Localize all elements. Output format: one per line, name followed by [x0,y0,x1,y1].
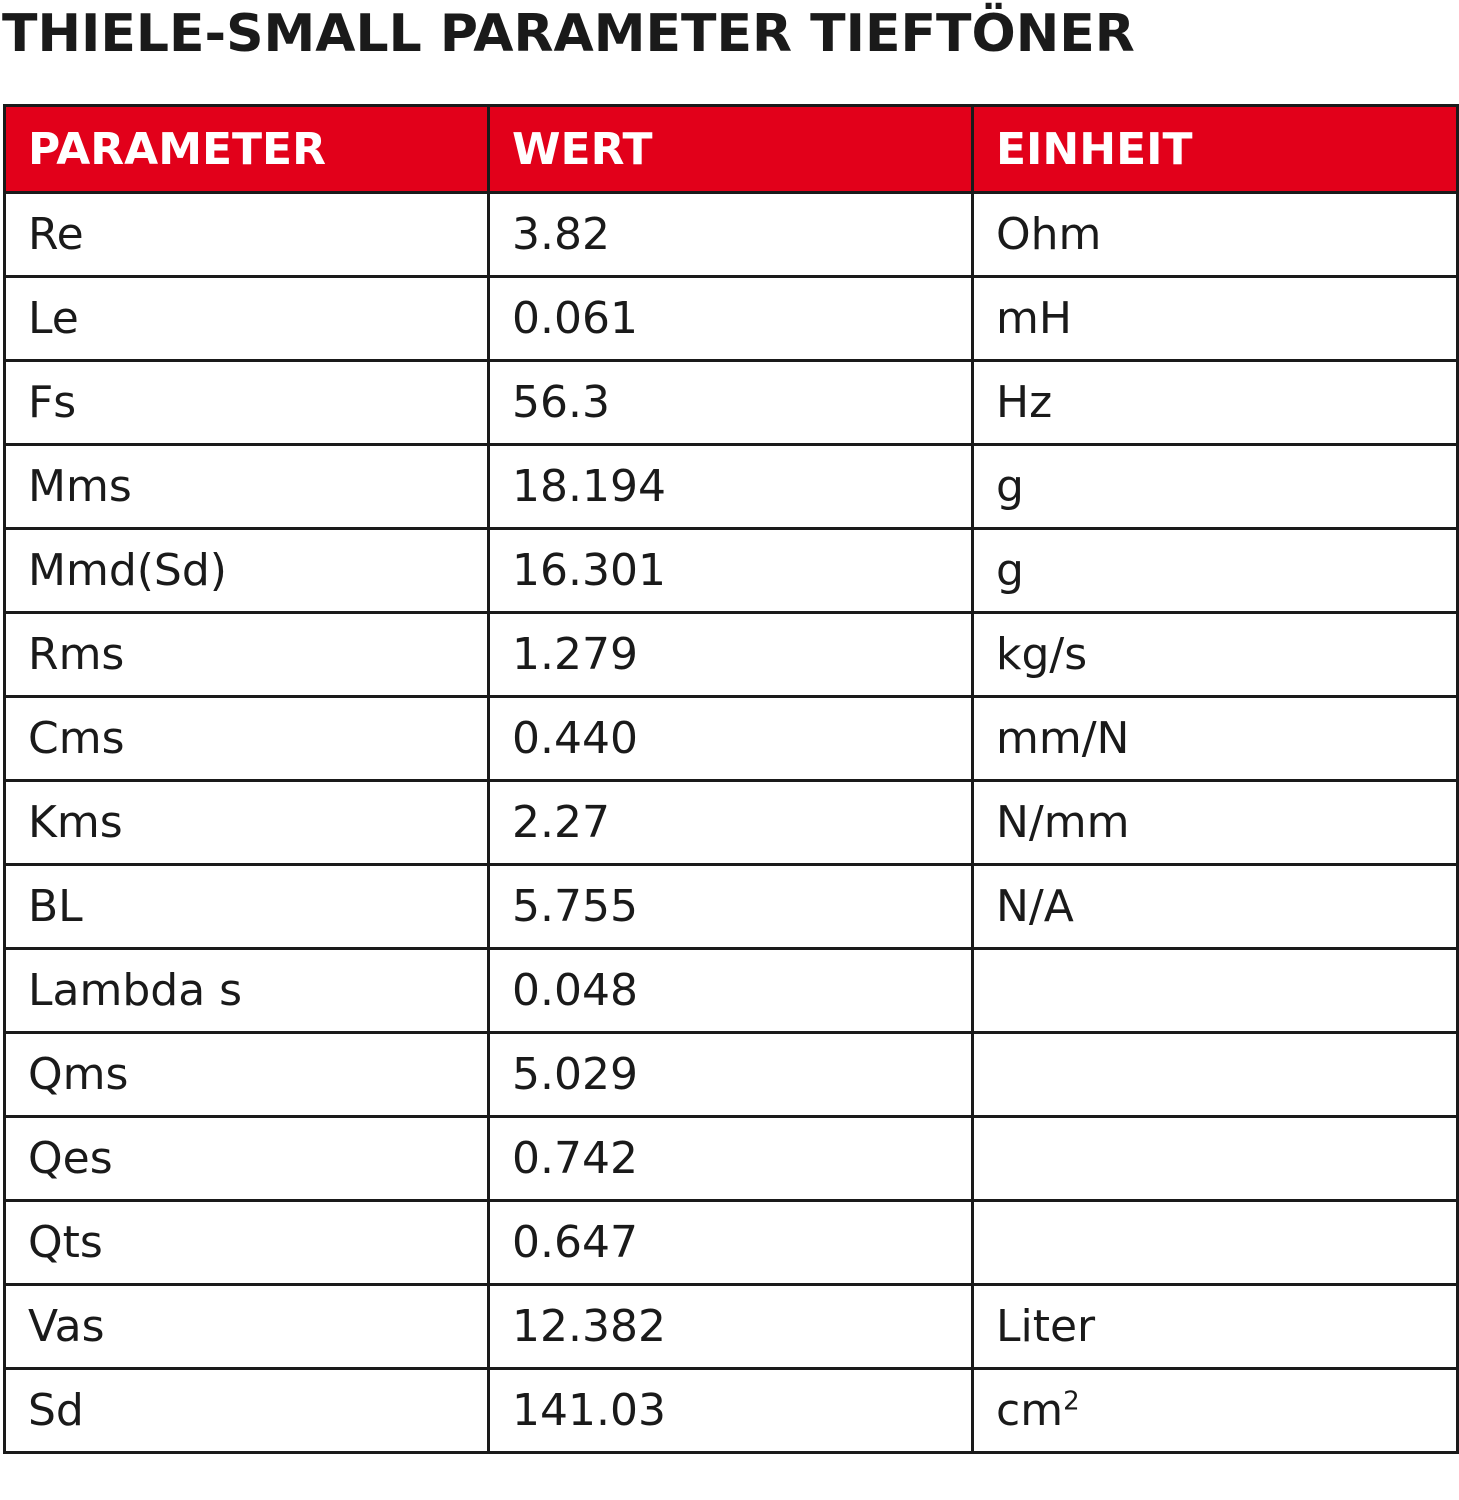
table-row [5,1033,1458,1117]
cell-parameter: Qes [5,1117,489,1201]
cell-value: 56.3 [489,361,973,445]
table-row [5,277,1458,361]
cell-unit [973,1369,1458,1453]
cell-parameter: Rms [5,613,489,697]
table-row [5,193,1458,277]
table-row [5,529,1458,613]
cell-parameter: Re [5,193,489,277]
column-header-wert: WERT [489,106,973,193]
cell-unit [973,1201,1458,1285]
cell-unit: mH [973,277,1458,361]
table-row [5,1201,1458,1285]
cell-value: 18.194 [489,445,973,529]
cell-unit [973,1033,1458,1117]
unit-superscript: 2 [1063,1386,1080,1417]
cell-parameter: Mmd(Sd) [5,529,489,613]
cell-unit: Ohm [973,193,1458,277]
cell-value: 12.382 [489,1285,973,1369]
column-header-parameter: PARAMETER [5,106,489,193]
cell-unit: Liter [973,1285,1458,1369]
cell-value: 0.742 [489,1117,973,1201]
cell-parameter: Sd [5,1369,489,1453]
column-header-einheit: EINHEIT [973,106,1458,193]
table-row [5,865,1458,949]
page-title: THIELE-SMALL PARAMETER TIEFTÖNER [2,4,1135,64]
cell-value: 0.647 [489,1201,973,1285]
cell-unit [973,1117,1458,1201]
cell-parameter: BL [5,865,489,949]
parameter-table [3,104,1459,1454]
table-row [5,445,1458,529]
table-row [5,949,1458,1033]
table-row [5,613,1458,697]
cell-value: 0.061 [489,277,973,361]
cell-parameter: Lambda s [5,949,489,1033]
cell-unit: N/mm [973,781,1458,865]
table-row [5,1285,1458,1369]
cell-parameter: Le [5,277,489,361]
cell-unit: mm/N [973,697,1458,781]
table-row [5,781,1458,865]
cell-value: 3.82 [489,193,973,277]
cell-parameter: Mms [5,445,489,529]
cell-value: 1.279 [489,613,973,697]
cell-unit: Hz [973,361,1458,445]
cell-value: 5.755 [489,865,973,949]
cell-parameter: Fs [5,361,489,445]
cell-unit: kg/s [973,613,1458,697]
cell-value: 141.03 [489,1369,973,1453]
cell-parameter: Cms [5,697,489,781]
cell-value: 0.440 [489,697,973,781]
cell-value: 16.301 [489,529,973,613]
table-row [5,1117,1458,1201]
cell-unit: g [973,529,1458,613]
table-header-row [5,106,1458,193]
cell-parameter: Qts [5,1201,489,1285]
table-row [5,697,1458,781]
cell-parameter: Vas [5,1285,489,1369]
cell-value: 5.029 [489,1033,973,1117]
cell-unit: g [973,445,1458,529]
cell-unit: N/A [973,865,1458,949]
cell-unit [973,949,1458,1033]
table-row [5,1369,1458,1453]
unit-text: cm [996,1385,1064,1436]
table-row [5,361,1458,445]
cell-value: 0.048 [489,949,973,1033]
cell-value: 2.27 [489,781,973,865]
cell-parameter: Kms [5,781,489,865]
cell-parameter: Qms [5,1033,489,1117]
